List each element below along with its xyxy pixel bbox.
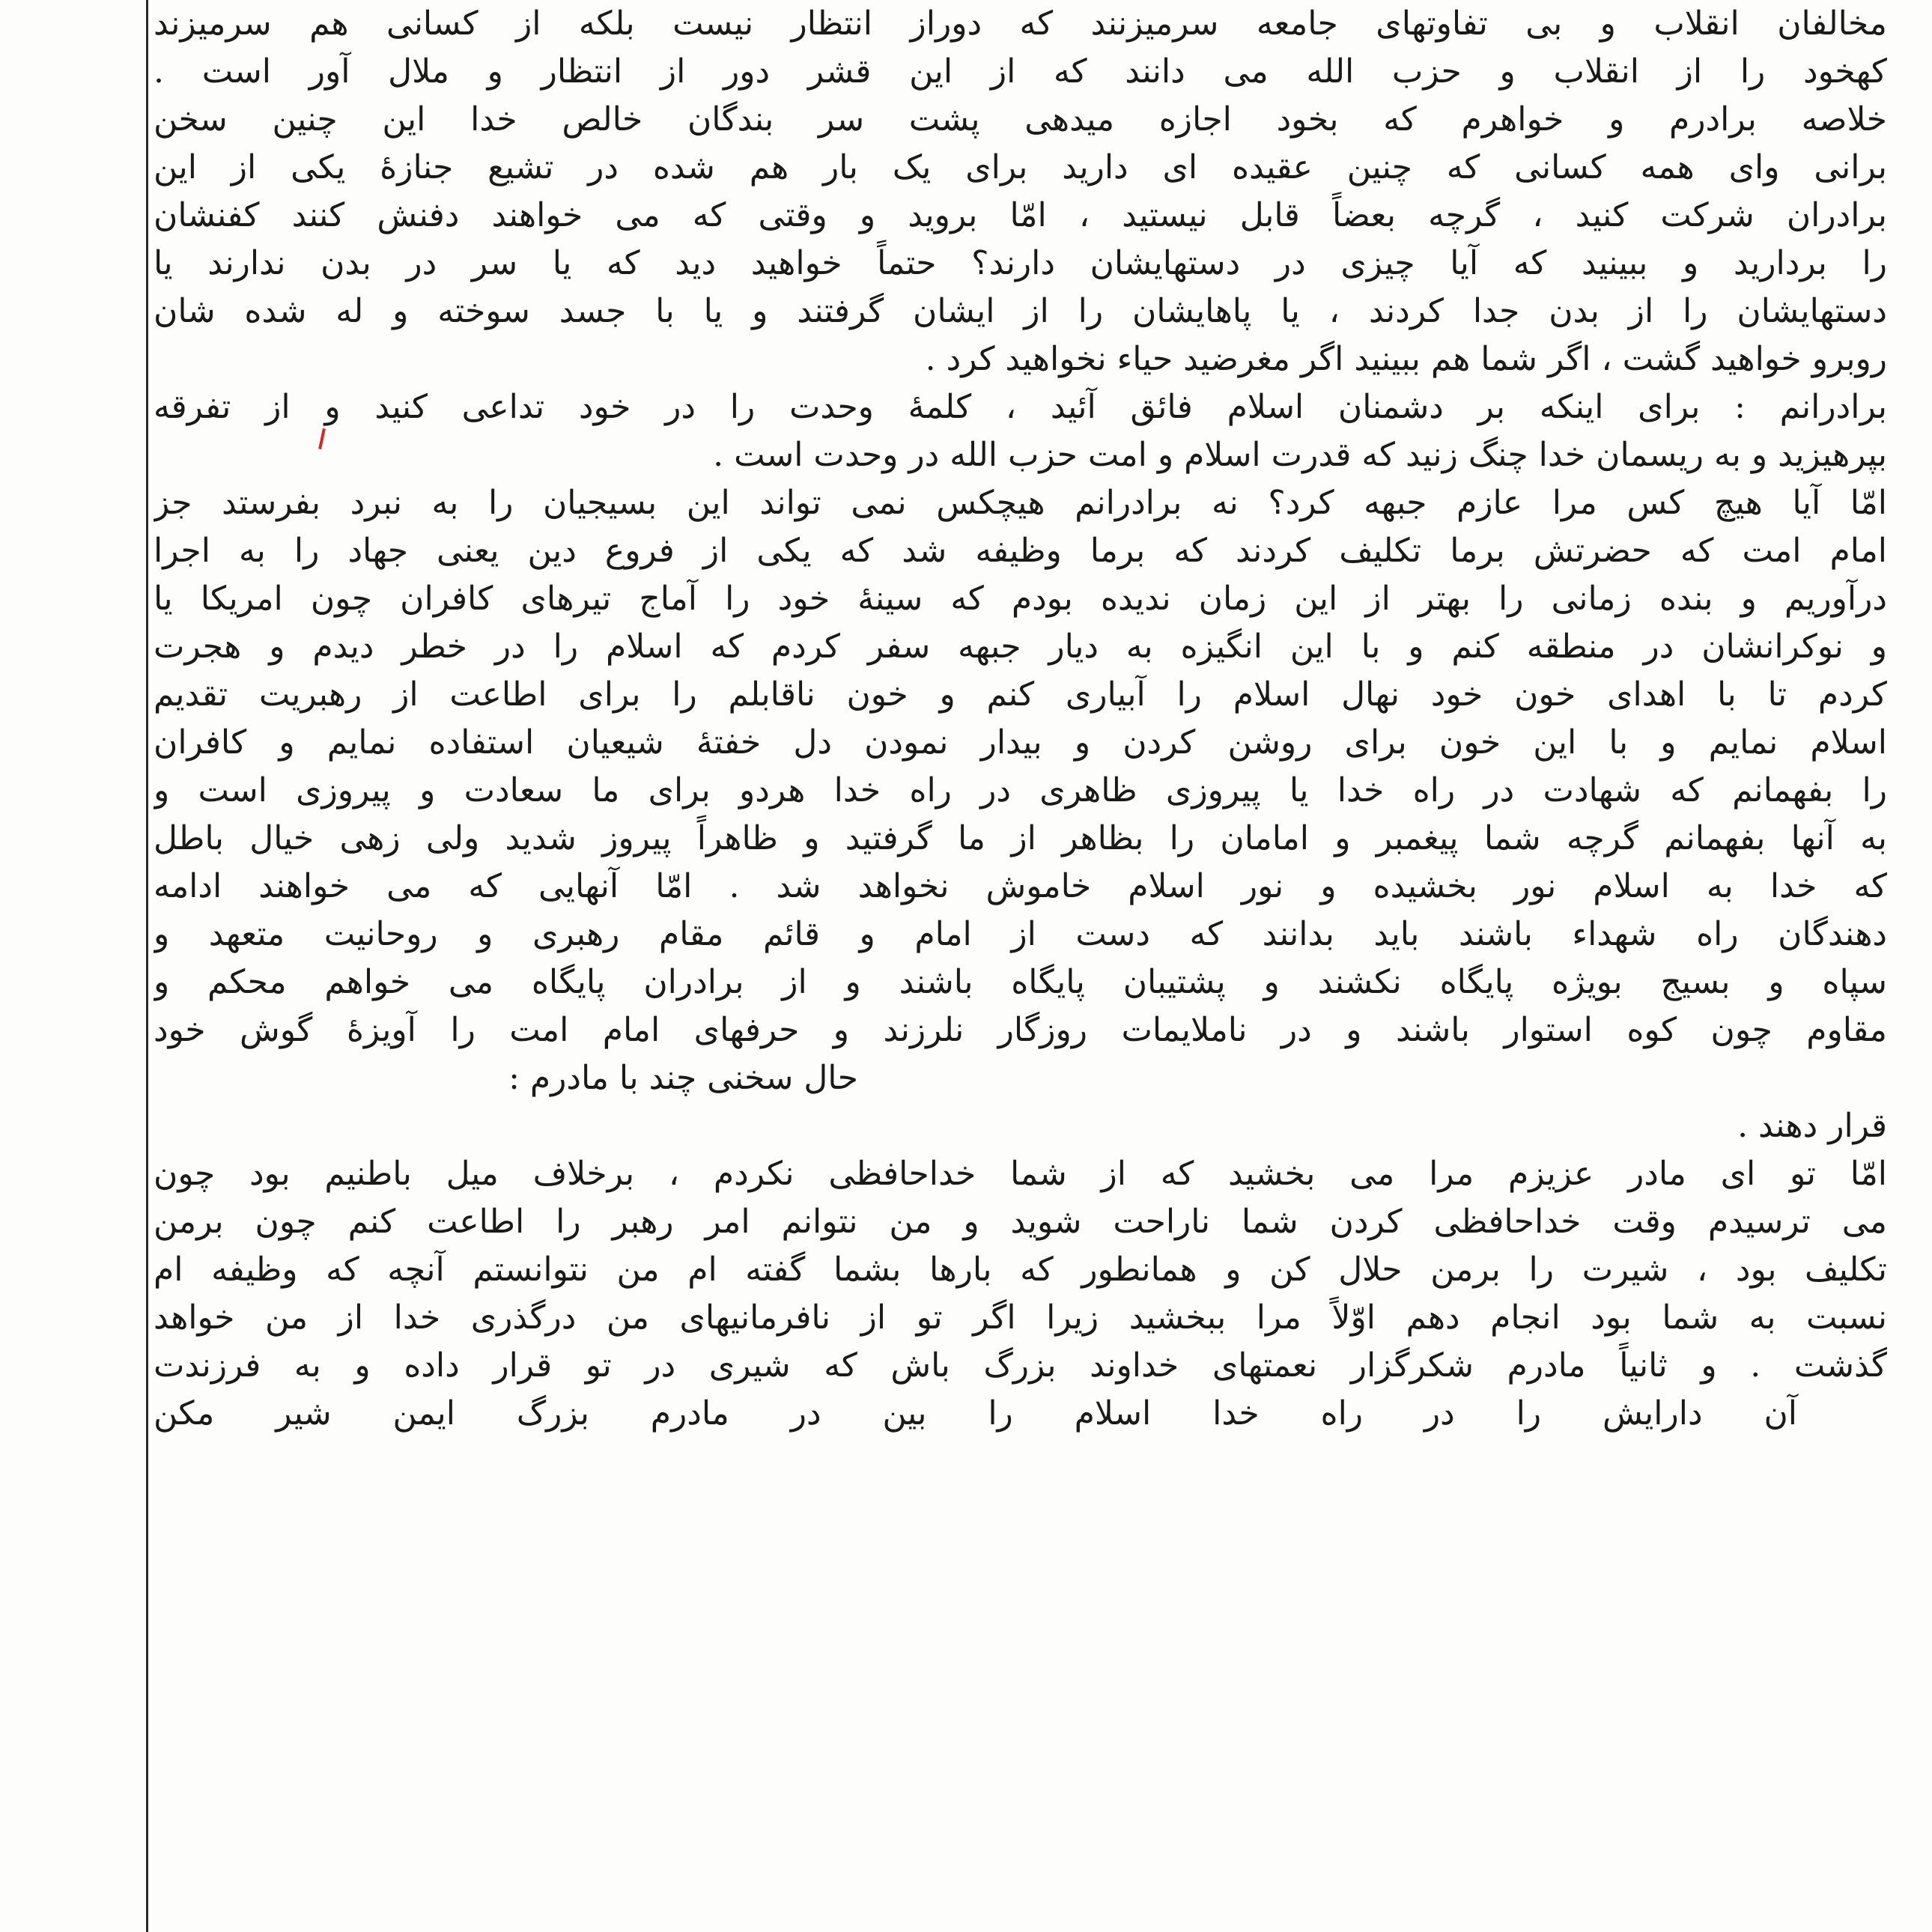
text-line: امّا آیا هیچ کس مرا عازم جبهه کرد؟ نه برادرانم هیچکس نمی تواند این بسیجیان را به نبرد بفرستد جز [154,484,1887,522]
text-line: قرار دهند . [1737,1107,1887,1145]
text-line: مخالفان انقلاب و بی تفاوتهای جامعه سرمیزنند که دوراز انتظار نیست بلکه از کسانی هم سرمیزند [154,4,1887,43]
handwritten-text [154,0,1887,1438]
text-line: خلاصه برادرم و خواهرم که بخود اجازه میدهی پشت سر بندگان خالص خدا این چنین سخن [154,100,1887,139]
text-line: روبرو خواهید گشت ، اگر شما هم ببینید اگر مغرضید حیاء نخواهید کرد . [925,340,1887,378]
text-line: برادرانم : برای اینکه بر دشمنان اسلام فائق آئید ، کلمهٔ وحدت را در خود تداعی کنید و از تفرقه [154,388,1887,426]
text-line: اسلام نمایم و با این خون برای روشن کردن و بیدار نمودن دل خفتهٔ شیعیان استفاده نمایم و کافران [154,723,1887,762]
text-line: مقاوم چون کوه استوار باشند و در ناملایمات روزگار نلرزند و حرفهای امام امت را آویزهٔ گوش خود [154,1011,1887,1049]
text-line: گذشت . و ثانیاً مادرم شکرگزار نعمتهای خداوند بزرگ باش که شیری در تو قرار داده و به فرزندت [154,1346,1887,1385]
text-line: دستهایشان را از بدن جدا کردند ، یا پاهایشان را از ایشان گرفتند و یا با جسد سوخته و له شده شان [154,292,1887,330]
text-line: برانی وای همه کسانی که چنین عقیده ای دارید برای یک بار هم شده در تشیع جنازهٔ یکی از این [154,148,1887,186]
text-line: برادران شرکت کنید ، گرچه بعضاً قابل نیستید ، امّا بروید و وقتی که می خواهند دفنش کنند کفنشان [154,196,1887,234]
text-line: امام امت که حضرتش برما تکلیف کردند که برما وظیفه شد که یکی از فروع دین یعنی جهاد را به اجرا [154,532,1887,570]
text-line: درآوریم و بنده زمانی را بهتر از این زمان ندیده بودم که سینهٔ خود را آماج تیرهای کافران چون امریکا یا [154,580,1887,618]
text-line: دهندگان راه شهداء باشند باید بدانند که دست از امام و قائم مقام رهبری و روحانیت متعهد و [154,915,1887,953]
text-line: و نوکرانشان در منطقه کنم و با این انگیزه به دیار جبهه سفر کردم که اسلام را در خطر دیدم و هجرت [154,628,1887,666]
text-line: نسبت به شما بود انجام دهم اوّلاً مرا ببخشید زیرا اگر تو از نافرمانیهای من درگذری خدا از من خواهد [154,1298,1887,1337]
text-line: به آنها بفهمانم گرچه شما پیغمبر و امامان را بظاهر از ما گرفتید و ظاهراً پیروز شدید ولی زهی خیال باطل [154,819,1887,857]
text-line-partial: آن دارایش را در راه خدا اسلام را بین در مادرم بزرگ ایمن شیر مکن [154,1394,1797,1433]
text-line: سپاه و بسیج بویژه پایگاه نکشند و پشتیبان پایگاه باشند و از برادران پایگاه می خواهم محکم و [154,963,1887,1001]
text-line: کردم تا با اهدای خون خود نهال اسلام را آبیاری کنم و خون ناقابلم را برای اطاعت از رهبریت تقدیم [154,675,1887,714]
section-heading: حال سخنی چند با مادرم : [508,1059,858,1097]
text-line: بپرهیزید و به ریسمان خدا چنگ زنید که قدرت اسلام و امت حزب الله در وحدت است . [713,436,1887,474]
text-line: را بفهمانم که شهادت در راه خدا یا پیروزی ظاهری در راه خدا هردو برای ما سعادت و پیروزی است و [154,771,1887,809]
text-line: که خدا به اسلام نور بخشیده و نور اسلام خاموش نخواهد شد . امّا آنهایی که می خواهند ادامه [154,867,1887,905]
text-line: را بردارید و ببینید که آیا چیزی در دستهایشان دارند؟ حتماً خواهید دید که یا سر در بدن ندارند یا [154,244,1887,282]
text-line: امّا تو ای مادر عزیزم مرا می بخشید که از شما خداحافظی نکردم ، برخلاف میل باطنیم بود چون [154,1155,1887,1193]
text-line: می ترسیدم وقت خداحافظی کردن شما ناراحت شوید و من نتوانم امر رهبر را اطاعت کنم چون برمن [154,1203,1887,1241]
text-line: کهخود را از انقلاب و حزب الله می دانند که از این قشر دور از انتظار و ملال آور است . [154,52,1887,91]
text-line: تکلیف بود ، شیرت را برمن حلال کن و همانطور که بارها بشما گفته ام من نتوانستم آنچه که وظیفه ام [154,1251,1887,1289]
margin-rule [146,0,148,1932]
